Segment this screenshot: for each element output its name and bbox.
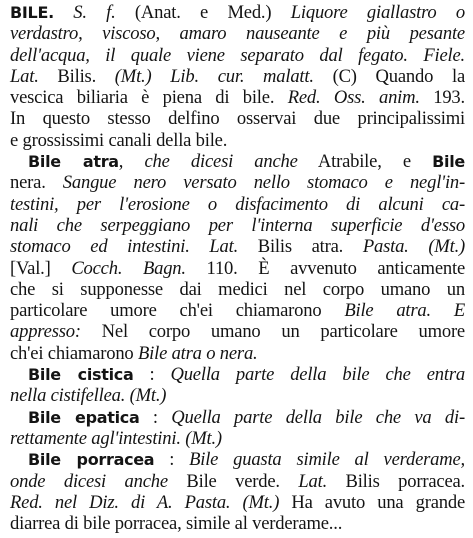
text-line: Bile porracea : Bile guasta simile al verderame, [28, 449, 465, 471]
text-line [10, 2, 465, 23]
entry-bile [10, 2, 465, 151]
text-line: e grossissimi canali della bile. [10, 129, 228, 151]
entry-bile-epatica [10, 407, 465, 450]
text-line: particolare umore ch'ei chiamarono Bile atra. E [10, 300, 465, 322]
subentry-headword: Bile atra [28, 152, 119, 172]
text-line: verdastro, viscoso, amaro nauseante e più pesante [10, 23, 465, 45]
grammar-label: S. f. [73, 2, 116, 23]
text-line: diarrea di bile porracea, simile al verderame... [10, 513, 343, 535]
text-line: ch'ei chiamarono Bile atra o nera. [10, 342, 258, 364]
citation: Red. nel Diz. di A. Pasta. (Mt.) [10, 491, 280, 513]
domain-label: (Anat. e Med.) [115, 2, 291, 23]
subentry-headword: Bile epatica [28, 407, 140, 427]
text-line: Bile atra, che dicesi anche Atrabile, e Bile [28, 151, 465, 173]
text-line: nella cistifellea. (Mt.) [10, 385, 167, 407]
dictionary-page [10, 2, 465, 534]
text-line: Bile epatica : Quella parte della bile che va di- [28, 406, 465, 428]
text-line: onde dicesi anche Bile verde. Lat. Bilis porracea. [10, 470, 465, 492]
text-line: nera. Sangue nero versato nello stomaco e negl'in- [10, 172, 465, 194]
text-line: appresso: Nel corpo umano un particolare umore [10, 321, 465, 343]
citation: Cocch. Bagn. [71, 257, 186, 279]
entry-bile-porracea [10, 449, 465, 534]
text-line: che si supponesse dai medici nel corpo umano un [10, 278, 465, 300]
text-line: nali che serpeggiano per l'interna superficie d'esso [10, 214, 465, 236]
text-line: In questo stesso delfino osservai due principalissimi [10, 108, 465, 130]
text-line: Red. nel Diz. di A. Pasta. (Mt.) Ha avuto una grande [10, 491, 465, 513]
text-line: [Val.] Cocch. Bagn. 110. È avvenuto anticamente [10, 257, 465, 279]
text-line: vescica biliaria è piena di bile. Red. Oss. anim. 193. [10, 87, 465, 109]
text-line: rettamente agl'intestini. (Mt.) [10, 427, 222, 449]
text-line: dell'acqua, il quale viene separato dal fegato. Fiele. [10, 44, 465, 66]
entry-bile-atra [10, 151, 465, 364]
text-line: Lat. Bilis. (Mt.) Lib. cur. malatt. (C) Quando la [10, 65, 466, 87]
headword: BILE. [10, 3, 54, 22]
text-line: Bile cistica : Quella parte della bile che entra [28, 364, 465, 386]
subentry-headword: Bile cistica [28, 365, 134, 385]
subentry-headword: Bile porracea [28, 450, 155, 470]
text-line: testini, per l'erosione o disfacimento di alcuni ca- [10, 193, 465, 215]
definition-text: Liquore giallastro o [290, 2, 465, 23]
entry-bile-cistica [10, 364, 465, 407]
text-line: stomaco ed intestini. Lat. Bilis atra. Pasta. (Mt.) [10, 236, 466, 258]
citation: Lib. cur. malatt. [170, 65, 314, 87]
citation: Red. Oss. anim. [287, 87, 420, 109]
